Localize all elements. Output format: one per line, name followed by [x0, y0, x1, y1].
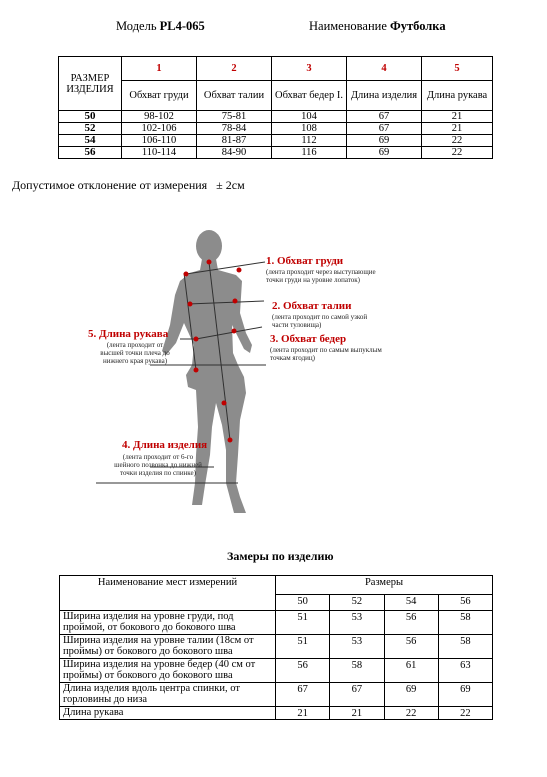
name-line	[309, 19, 446, 34]
cell: 67	[276, 683, 330, 707]
cell: 69	[384, 683, 438, 707]
label-waist-title: 2. Обхват талии	[272, 300, 352, 312]
cell: 98-102	[122, 111, 197, 123]
col-num-1: 1	[122, 57, 197, 81]
size-col: 50	[276, 595, 330, 611]
cell: 75-81	[197, 111, 272, 123]
label-chest-note-1: (лента проходит через выступающие	[266, 268, 376, 276]
row-size: 54	[59, 135, 122, 147]
cell: 56	[384, 635, 438, 659]
cell: 67	[347, 111, 422, 123]
cell: 67	[347, 123, 422, 135]
cell: 21	[422, 123, 493, 135]
cell: 53	[330, 635, 384, 659]
label-hip-title: 3. Обхват бедер	[270, 333, 347, 345]
col-num-5: 5	[422, 57, 493, 81]
cell: 67	[330, 683, 384, 707]
cell: 112	[272, 135, 347, 147]
cell: 102-106	[122, 123, 197, 135]
label-sleeve-title: 5. Длина рукава	[88, 328, 169, 340]
tolerance-note: Допустимое отклонение от измерения ± 2см	[12, 178, 245, 192]
table-row	[59, 111, 493, 123]
cell: 21	[422, 111, 493, 123]
row-name: Ширина изделия на уровне груди, под проймой, от бокового до бокового шва	[60, 611, 276, 635]
col-num-4: 4	[347, 57, 422, 81]
cell: 69	[347, 135, 422, 147]
cell: 110-114	[122, 147, 197, 159]
cell: 53	[330, 611, 384, 635]
cell: 104	[272, 111, 347, 123]
cell: 22	[422, 147, 493, 159]
col-label-4: Длина изделия	[347, 81, 422, 111]
row-size: 52	[59, 123, 122, 135]
table-row	[59, 147, 493, 159]
cell: 84-90	[197, 147, 272, 159]
name-value: Футболка	[390, 19, 446, 33]
cell: 51	[276, 611, 330, 635]
table-row	[60, 611, 493, 635]
name-label: Наименование	[309, 19, 387, 33]
cell: 58	[330, 659, 384, 683]
cell: 58	[438, 635, 492, 659]
label-sleeve-note-3: нижнего края рукава)	[102, 357, 168, 365]
table-row	[60, 659, 493, 683]
col-label-5: Длина рукава	[422, 81, 493, 111]
row-name: Длина изделия вдоль центра спинки, от горловины до низа	[60, 683, 276, 707]
size-header: РАЗМЕР ИЗДЕЛИЯ	[59, 57, 122, 111]
cell: 108	[272, 123, 347, 135]
col-label-1: Обхват груди	[122, 81, 197, 111]
row-size: 50	[59, 111, 122, 123]
cell: 106-110	[122, 135, 197, 147]
table-row	[59, 135, 493, 147]
garment-table	[59, 575, 493, 720]
row-name: Ширина изделия на уровне бедер (40 см от проймы) от бокового до бокового шва	[60, 659, 276, 683]
cell: 51	[276, 635, 330, 659]
col-num-3: 3	[272, 57, 347, 81]
cell: 61	[384, 659, 438, 683]
cell: 22	[438, 707, 492, 720]
model-line	[116, 19, 205, 34]
cell: 22	[422, 135, 493, 147]
cell: 63	[438, 659, 492, 683]
name-header: Наименование мест измерений	[60, 576, 276, 611]
table-row	[60, 707, 493, 720]
section-title: Замеры по изделию	[227, 549, 334, 563]
label-hip-note-2: точкам ягодиц)	[270, 354, 315, 362]
table-row	[60, 683, 493, 707]
label-hip-note-1: (лента проходит по самым выпуклым	[270, 346, 382, 354]
label-length-note-1: (лента проходит от 6-го	[122, 453, 194, 461]
measurement-diagram	[0, 215, 547, 525]
label-waist-note-2: части туловища)	[272, 321, 322, 329]
model-code: PL4-065	[159, 19, 205, 33]
cell: 56	[384, 611, 438, 635]
col-num-2: 2	[197, 57, 272, 81]
cell: 21	[330, 707, 384, 720]
cell: 56	[276, 659, 330, 683]
label-sleeve-note-2: высшей точки плеча до	[100, 349, 170, 357]
col-label-3: Обхват бедер I.	[272, 81, 347, 111]
cell: 78-84	[197, 123, 272, 135]
row-size: 56	[59, 147, 122, 159]
row-name: Длина рукава	[60, 707, 276, 720]
col-label-2: Обхват талии	[197, 81, 272, 111]
table-row	[60, 635, 493, 659]
size-col: 56	[438, 595, 492, 611]
cell: 69	[438, 683, 492, 707]
label-length-note-2: шейного позвонка до нижней	[114, 461, 202, 469]
label-length-title: 4. Длина изделия	[122, 439, 208, 451]
label-length-note-3: точки изделия по спинке)	[120, 469, 196, 477]
size-col: 54	[384, 595, 438, 611]
size-col: 52	[330, 595, 384, 611]
cell: 22	[384, 707, 438, 720]
size-table	[58, 56, 493, 159]
sizes-header: Размеры	[276, 576, 493, 595]
label-waist-note-1: (лента проходит по самой узкой	[272, 313, 368, 321]
cell: 58	[438, 611, 492, 635]
cell: 21	[276, 707, 330, 720]
row-name: Ширина изделия на уровне талии (18см от проймы) от бокового до бокового шва	[60, 635, 276, 659]
cell: 116	[272, 147, 347, 159]
label-chest-note-2: точки груди на уровне лопаток)	[266, 276, 360, 284]
label-sleeve-note-1: (лента проходит от	[106, 341, 164, 349]
cell: 69	[347, 147, 422, 159]
model-label: Модель	[116, 19, 157, 33]
label-chest-title: 1. Обхват груди	[266, 255, 344, 267]
cell: 81-87	[197, 135, 272, 147]
table-row	[59, 123, 493, 135]
